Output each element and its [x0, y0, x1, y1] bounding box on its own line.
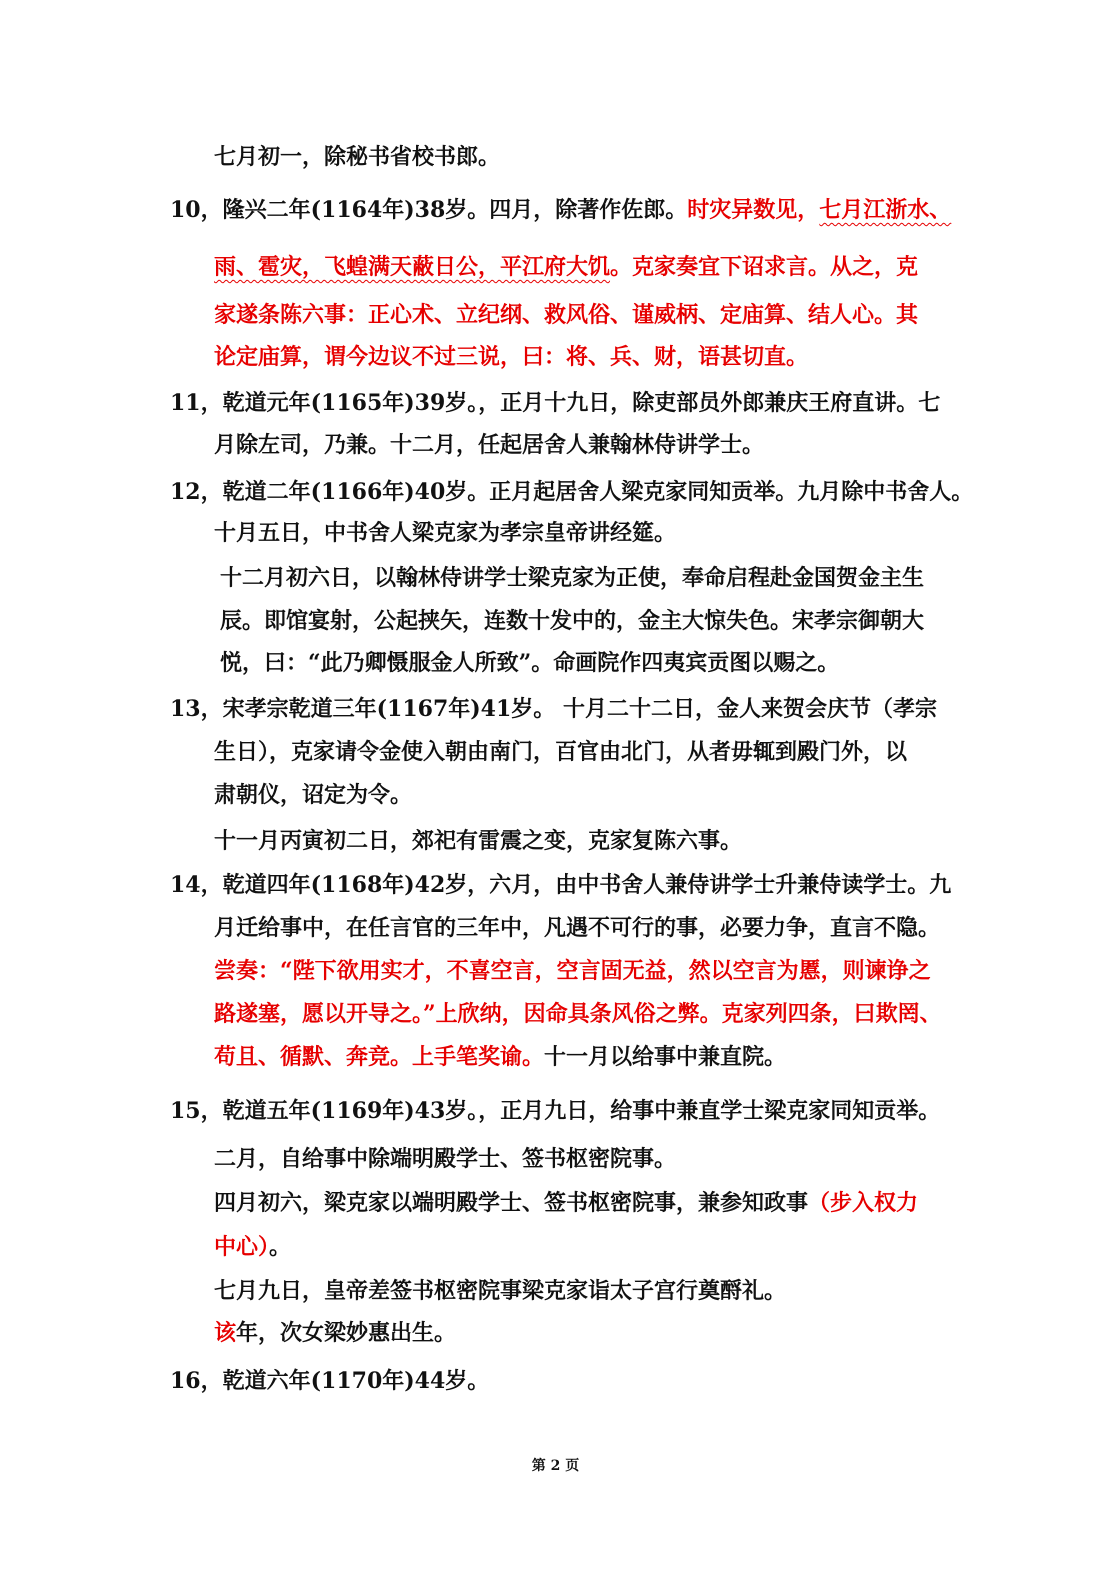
text-line: 十一月丙寅初二日，郊祀有雷震之变，克家复陈六事。 [214, 828, 743, 854]
underlined-text: 七月江浙水、 [819, 197, 952, 223]
highlight-text: 该 [214, 1320, 237, 1346]
text-line: 月迁给事中，在任言官的三年中，凡遇不可行的事，必要力争，直言不隐。 [214, 915, 941, 941]
highlight-line [214, 252, 918, 282]
entry-16: 16，乾道六年(1170年)44岁。 [170, 1368, 490, 1394]
entry-11: 11，乾道元年(1165年)39岁。，正月十九日，除吏部员外郎兼庆王府直讲。七 [170, 390, 941, 416]
page-number: 2 [550, 1458, 561, 1474]
text-line: 悦，曰：“此乃卿慑服金人所致”。命画院作四夷宾贡图以赐之。 [220, 650, 840, 676]
text-line: 七月初一，除秘书省校书郎。 [214, 144, 501, 170]
entry-text: 年，次女梁妙惠出生。 [236, 1320, 457, 1346]
entry-text: 10，隆兴二年(1164年)38岁。四月，除著作佐郎。 [170, 197, 688, 223]
text-line: 十月五日，中书舍人梁克家为孝宗皇帝讲经筵。 [214, 520, 677, 546]
text-line [214, 1318, 456, 1348]
underlined-text: 雨、雹灾，飞蝗满天蔽日公，平江府大饥 [214, 254, 611, 280]
text-line: 生日），克家请令金使入朝由南门，百官由北门，从者毋辄到殿门外，以 [214, 739, 908, 765]
highlight-text: 苟且、循默、奔竞。上手笔奖谕。 [214, 1044, 545, 1070]
entry-12: 12，乾道二年(1166年)40岁。正月起居舍人梁克家同知贡举。九月除中书舍人。 [170, 479, 974, 505]
highlight-text: 中心） [214, 1234, 270, 1260]
text-line: 辰。即馆宴射，公起挟矢，连数十发中的，金主大惊失色。宋孝宗御朝大 [220, 608, 925, 634]
entry-14: 14，乾道四年(1168年)42岁，六月，由中书舍人兼侍讲学士升兼侍读学士。九 [170, 872, 952, 898]
page-label-suffix: 页 [565, 1458, 580, 1474]
text-line: 七月九日，皇帝差签书枢密院事梁克家诣太子宫行奠酹礼。 [214, 1278, 787, 1304]
text-line: 十二月初六日，以翰林侍讲学士梁克家为正使，奉命启程赴金国贺金主生 [220, 565, 925, 591]
text-line [214, 1188, 918, 1218]
text-line [214, 1232, 291, 1262]
text-line [214, 1042, 786, 1072]
entry-text: 十一月以给事中兼直院。 [544, 1044, 787, 1070]
highlight-text: 。克家奏宜下诏求言。从之，克 [610, 254, 919, 280]
highlight-text: （步入权力 [808, 1190, 919, 1216]
page-footer [0, 1456, 1111, 1476]
highlight-text: 时灾异数见， [687, 197, 820, 223]
entry-text: 。 [269, 1234, 292, 1260]
entry-15: 15，乾道五年(1169年)43岁。，正月九日，给事中兼直学士梁克家同知贡举。 [170, 1098, 941, 1124]
highlight-line: 家遂条陈六事：正心术、立纪纲、救风俗、谨威柄、定庙算、结人心。其 [214, 302, 919, 328]
entry-13: 13，宋孝宗乾道三年(1167年)41岁。 十月二十二日，金人来贺会庆节（孝宗 [170, 696, 937, 722]
highlight-line: 论定庙算，谓今边议不过三说，曰：将、兵、财，语甚切直。 [214, 344, 809, 370]
entry-text: 四月初六，梁克家以端明殿学士、签书枢密院事，兼参知政事 [214, 1190, 809, 1216]
text-line: 肃朝仪，诏定为令。 [214, 782, 413, 808]
highlight-line: 尝奏：“陛下欲用实才，不喜空言，空言固无益，然以空言为慝，则谏诤之 [214, 958, 931, 984]
page-label-prefix: 第 [531, 1458, 546, 1474]
entry-10 [170, 195, 951, 225]
text-line: 月除左司，乃兼。十二月，任起居舍人兼翰林侍讲学士。 [214, 432, 765, 458]
text-line: 二月，自给事中除端明殿学士、签书枢密院事。 [214, 1146, 677, 1172]
highlight-line: 路遂塞，愿以开导之。”上欣纳，因命具条风俗之弊。克家列四条，曰欺罔、 [214, 1001, 942, 1027]
